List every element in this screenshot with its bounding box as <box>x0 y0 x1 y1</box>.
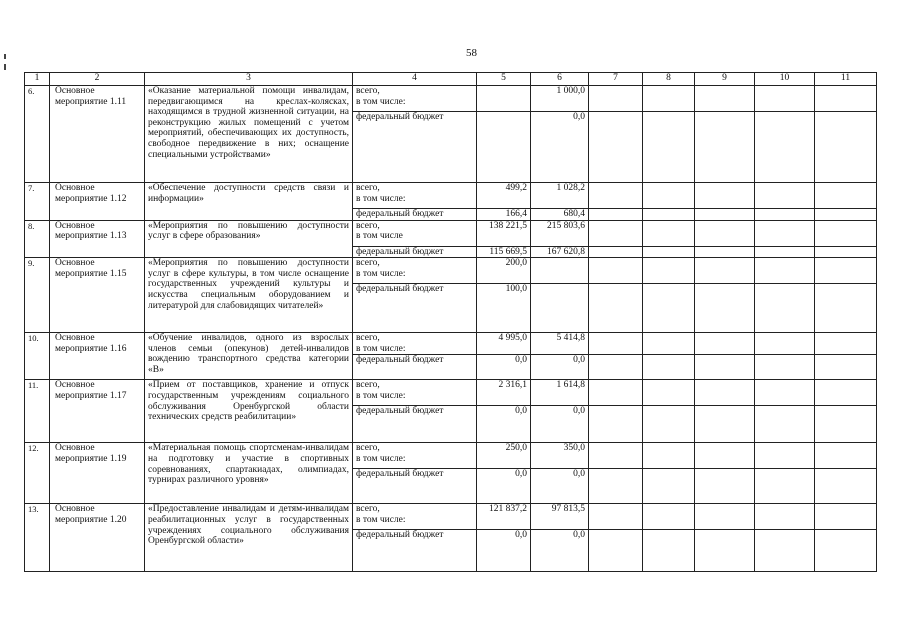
value-col6: 0,0 <box>531 469 589 504</box>
measure-name <box>50 183 145 221</box>
funding-source-line: в том числе: <box>356 343 406 354</box>
measure-name-line: мероприятие 1.11 <box>55 96 127 107</box>
column-header: 9 <box>695 73 755 86</box>
row-number: 13. <box>25 504 50 572</box>
table-row <box>25 220 877 246</box>
empty-cell <box>589 380 643 406</box>
empty-cell <box>695 220 755 246</box>
empty-cell <box>643 469 695 504</box>
value-col6: 1 000,0 <box>531 86 589 112</box>
empty-cell <box>589 333 643 355</box>
funding-source-line: федеральный бюджет <box>356 530 444 541</box>
column-header: 10 <box>755 73 815 86</box>
empty-cell <box>695 209 755 221</box>
table-row <box>25 333 877 355</box>
table-row <box>25 443 877 469</box>
funding-source-line: всего, <box>356 504 380 515</box>
value-col5: 0,0 <box>477 406 531 443</box>
funding-source-line: в том числе: <box>356 96 406 107</box>
empty-cell <box>643 183 695 209</box>
empty-cell <box>815 443 877 469</box>
funding-source-line: всего, <box>356 220 380 231</box>
empty-cell <box>589 183 643 209</box>
empty-cell <box>815 355 877 380</box>
empty-cell <box>589 258 643 284</box>
value-col5: 138 221,5 <box>477 220 531 246</box>
measure-name <box>50 380 145 443</box>
measure-name-line: мероприятие 1.17 <box>55 390 127 401</box>
value-col5: 121 837,2 <box>477 504 531 530</box>
measure-name <box>50 220 145 258</box>
value-col6: 350,0 <box>531 443 589 469</box>
empty-cell <box>589 112 643 183</box>
empty-cell <box>815 220 877 246</box>
funding-source <box>353 333 477 355</box>
measure-name <box>50 443 145 504</box>
funding-source <box>353 246 477 258</box>
measures-table <box>24 72 877 572</box>
value-col6: 1 614,8 <box>531 380 589 406</box>
empty-cell <box>643 530 695 572</box>
empty-cell <box>815 86 877 112</box>
table-row <box>25 504 877 530</box>
value-col5: 100,0 <box>477 284 531 333</box>
empty-cell <box>815 530 877 572</box>
measure-description: «Мероприятия по повышению доступности услуг в сфере образования» <box>145 220 353 258</box>
empty-cell <box>815 380 877 406</box>
empty-cell <box>643 284 695 333</box>
funding-source <box>353 209 477 221</box>
table-header-row <box>25 73 877 86</box>
measure-name-line: мероприятие 1.12 <box>55 193 127 204</box>
empty-cell <box>643 355 695 380</box>
empty-cell <box>755 246 815 258</box>
funding-source-line: всего, <box>356 333 380 344</box>
column-header: 1 <box>25 73 50 86</box>
value-col5: 250,0 <box>477 443 531 469</box>
empty-cell <box>589 469 643 504</box>
value-col5: 0,0 <box>477 355 531 380</box>
funding-source-line: всего, <box>356 380 380 391</box>
empty-cell <box>695 112 755 183</box>
measure-name-line: мероприятие 1.15 <box>55 268 127 279</box>
measure-name-line: Основное <box>55 220 95 231</box>
empty-cell <box>695 355 755 380</box>
funding-source <box>353 530 477 572</box>
funding-source-line: федеральный бюджет <box>356 112 444 122</box>
funding-source <box>353 86 477 112</box>
funding-source-line: федеральный бюджет <box>356 406 444 417</box>
row-number: 6. <box>25 86 50 183</box>
empty-cell <box>755 183 815 209</box>
empty-cell <box>695 443 755 469</box>
measure-description: «Обучение инвалидов, одного из взрослых членов семьи (опекунов) детей-инвалидов вождению транспортного средства категории «В» <box>145 333 353 380</box>
empty-cell <box>643 504 695 530</box>
value-col6: 5 414,8 <box>531 333 589 355</box>
empty-cell <box>643 246 695 258</box>
measure-name-line: Основное <box>55 443 95 454</box>
measure-name-line: мероприятие 1.16 <box>55 343 127 354</box>
empty-cell <box>589 530 643 572</box>
column-header: 11 <box>815 73 877 86</box>
funding-source <box>353 284 477 333</box>
value-col6 <box>531 258 589 284</box>
measure-name-line: Основное <box>55 183 95 193</box>
value-col6: 0,0 <box>531 355 589 380</box>
empty-cell <box>695 380 755 406</box>
measure-description: «Прием от поставщиков, хранение и отпуск государственным учреждениям социального обслуживания Оренбургской области технических средств реабилитации» <box>145 380 353 443</box>
empty-cell <box>815 258 877 284</box>
empty-cell <box>695 469 755 504</box>
measure-description: «Материальная помощь спортсменам-инвалидам на подготовку и участие в спортивных соревнованиях, спартакиадах, олимпиадах, турнирах различного уровня» <box>145 443 353 504</box>
funding-source-line: всего, <box>356 86 380 96</box>
row-number: 12. <box>25 443 50 504</box>
empty-cell <box>755 443 815 469</box>
funding-source <box>353 258 477 284</box>
measure-description: «Оказание материальной помощи инвалидам, передвигающимся на креслах-колясках, находящимся в трудной жизненной ситуации, на реконструкцию жилых помещений с учетом мероприятий, обеспечивающих их доступность, свободное передвижение в них; оснащение специальными устройствами» <box>145 86 353 183</box>
measure-name <box>50 86 145 183</box>
empty-cell <box>643 406 695 443</box>
page-number: 58 <box>466 47 477 59</box>
empty-cell <box>643 112 695 183</box>
row-number: 9. <box>25 258 50 333</box>
value-col5: 2 316,1 <box>477 380 531 406</box>
column-header: 8 <box>643 73 695 86</box>
row-number: 7. <box>25 183 50 221</box>
value-col5: 4 995,0 <box>477 333 531 355</box>
empty-cell <box>643 86 695 112</box>
empty-cell <box>643 220 695 246</box>
measure-name-line: Основное <box>55 333 95 344</box>
value-col5 <box>477 112 531 183</box>
measure-name-line: Основное <box>55 86 95 96</box>
empty-cell <box>589 443 643 469</box>
empty-cell <box>643 333 695 355</box>
empty-cell <box>815 183 877 209</box>
funding-source-line: федеральный бюджет <box>356 284 444 295</box>
empty-cell <box>815 469 877 504</box>
empty-cell <box>695 183 755 209</box>
measure-name <box>50 333 145 380</box>
empty-cell <box>815 504 877 530</box>
column-header: 5 <box>477 73 531 86</box>
table-row <box>25 183 877 209</box>
measure-description: «Мероприятия по повышению доступности услуг в сфере культуры, в том числе оснащение государственных учреждений культуры и искусства специальным оборудованием и литературой для слабовидящих читателей» <box>145 258 353 333</box>
value-col5 <box>477 86 531 112</box>
funding-source <box>353 355 477 380</box>
funding-source <box>353 406 477 443</box>
row-number: 10. <box>25 333 50 380</box>
empty-cell <box>755 333 815 355</box>
table-row <box>25 86 877 112</box>
value-col6: 1 028,2 <box>531 183 589 209</box>
measure-name-line: Основное <box>55 258 95 269</box>
funding-source <box>353 469 477 504</box>
empty-cell <box>755 86 815 112</box>
funding-source-line: в том числе: <box>356 390 406 401</box>
empty-cell <box>643 380 695 406</box>
empty-cell <box>755 380 815 406</box>
empty-cell <box>695 258 755 284</box>
funding-source-line: федеральный бюджет <box>356 469 444 480</box>
funding-source <box>353 380 477 406</box>
empty-cell <box>589 246 643 258</box>
funding-source-line: всего, <box>356 258 380 269</box>
empty-cell <box>695 86 755 112</box>
empty-cell <box>815 209 877 221</box>
empty-cell <box>755 530 815 572</box>
column-header: 6 <box>531 73 589 86</box>
measure-name-line: мероприятие 1.19 <box>55 453 127 464</box>
value-col5: 115 669,5 <box>477 246 531 258</box>
empty-cell <box>815 406 877 443</box>
empty-cell <box>695 333 755 355</box>
measure-name-line: Основное <box>55 504 95 515</box>
value-col5: 0,0 <box>477 530 531 572</box>
empty-cell <box>755 258 815 284</box>
scan-margin-mark <box>4 54 6 59</box>
row-number: 11. <box>25 380 50 443</box>
measure-name-line: Основное <box>55 380 95 391</box>
empty-cell <box>755 220 815 246</box>
empty-cell <box>695 406 755 443</box>
empty-cell <box>643 209 695 221</box>
column-header: 2 <box>50 73 145 86</box>
measure-description: «Обеспечение доступности средств связи и информации» <box>145 183 353 221</box>
table-row <box>25 258 877 284</box>
empty-cell <box>755 469 815 504</box>
funding-source <box>353 220 477 246</box>
funding-source-line: федеральный бюджет <box>356 246 444 257</box>
column-header: 3 <box>145 73 353 86</box>
value-col6: 215 803,6 <box>531 220 589 246</box>
empty-cell <box>815 333 877 355</box>
empty-cell <box>695 246 755 258</box>
funding-source-line: в том числе: <box>356 193 406 204</box>
value-col5: 200,0 <box>477 258 531 284</box>
empty-cell <box>643 443 695 469</box>
empty-cell <box>755 209 815 221</box>
empty-cell <box>815 246 877 258</box>
value-col5: 166,4 <box>477 209 531 221</box>
measure-name <box>50 504 145 572</box>
measure-description: «Предоставление инвалидам и детям-инвалидам реабилитационных услуг в государственных учреждениях социального обслуживания Оренбургской области» <box>145 504 353 572</box>
column-header: 7 <box>589 73 643 86</box>
empty-cell <box>589 209 643 221</box>
value-col5: 499,2 <box>477 183 531 209</box>
empty-cell <box>589 284 643 333</box>
value-col6: 0,0 <box>531 530 589 572</box>
empty-cell <box>589 220 643 246</box>
empty-cell <box>589 86 643 112</box>
empty-cell <box>755 504 815 530</box>
value-col6: 167 620,8 <box>531 246 589 258</box>
measure-name <box>50 258 145 333</box>
funding-source-line: всего, <box>356 443 380 454</box>
funding-source <box>353 443 477 469</box>
scan-margin-mark <box>4 64 6 70</box>
value-col6: 0,0 <box>531 406 589 443</box>
funding-source-line: федеральный бюджет <box>356 355 444 366</box>
empty-cell <box>589 355 643 380</box>
funding-source-line: федеральный бюджет <box>356 209 444 219</box>
value-col6 <box>531 284 589 333</box>
funding-source-line: в том числе: <box>356 453 406 464</box>
empty-cell <box>695 284 755 333</box>
funding-source-line: в том числе: <box>356 514 406 525</box>
empty-cell <box>815 112 877 183</box>
table-row <box>25 380 877 406</box>
row-number: 8. <box>25 220 50 258</box>
funding-source-line: в том числе: <box>356 268 406 279</box>
empty-cell <box>755 284 815 333</box>
funding-source-line: в том числе <box>356 231 403 242</box>
empty-cell <box>589 504 643 530</box>
column-header: 4 <box>353 73 477 86</box>
value-col6: 680,4 <box>531 209 589 221</box>
funding-source-line: всего, <box>356 183 380 193</box>
measure-name-line: мероприятие 1.20 <box>55 514 127 525</box>
empty-cell <box>815 284 877 333</box>
empty-cell <box>755 355 815 380</box>
empty-cell <box>755 112 815 183</box>
value-col6: 0,0 <box>531 112 589 183</box>
empty-cell <box>755 406 815 443</box>
empty-cell <box>643 258 695 284</box>
empty-cell <box>695 504 755 530</box>
empty-cell <box>695 530 755 572</box>
funding-source <box>353 112 477 183</box>
funding-source <box>353 183 477 209</box>
funding-source <box>353 504 477 530</box>
value-col6: 97 813,5 <box>531 504 589 530</box>
value-col5: 0,0 <box>477 469 531 504</box>
empty-cell <box>589 406 643 443</box>
measure-name-line: мероприятие 1.13 <box>55 231 127 242</box>
